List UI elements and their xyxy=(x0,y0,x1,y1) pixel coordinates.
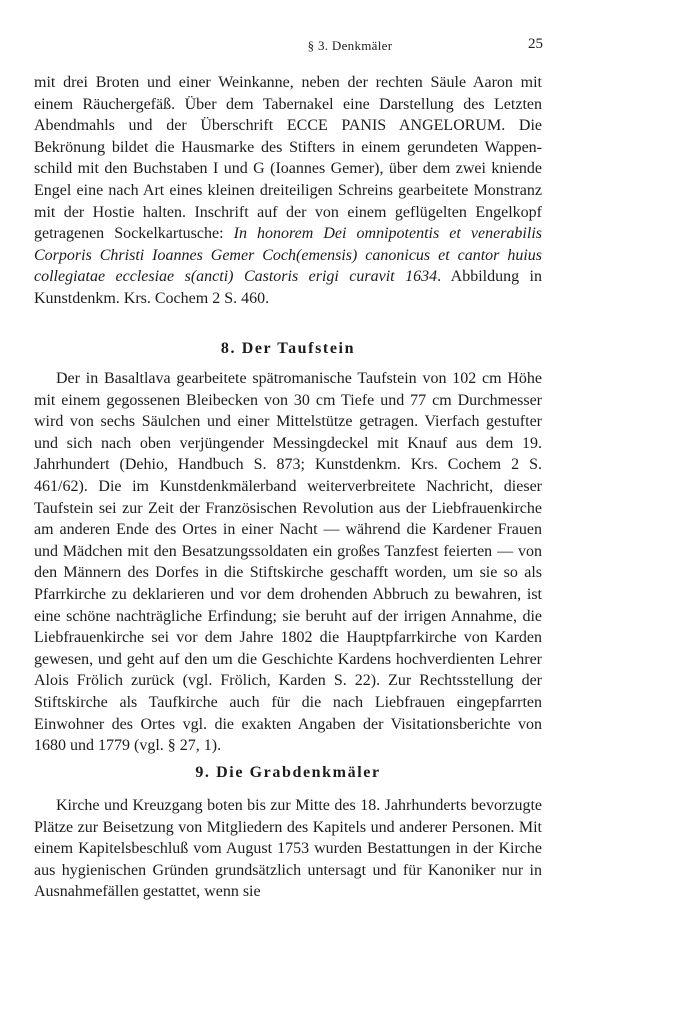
section-8 xyxy=(34,338,542,360)
paragraph-grabdenkmaeler: Kirche und Kreuzgang boten bis zur Mitte des 18. Jahrhunderts bevorzugte Plätze zur Beisetzung von Mitgliedern des Kapitels und anderer Personen. Mit einem Kapitelsbeschluß vom August 1753 wurden Bestattungen in der Kirche aus hygienischen Gründen grundsätzlich untersagt und für Kanoniker nur in Ausnahmefällen gestattet, wenn sie xyxy=(34,797,542,901)
page-header xyxy=(0,36,700,56)
section-9-body xyxy=(34,795,542,903)
paragraph-taufstein: Der in Basaltlava gearbeitete spätromanische Taufstein von 102 cm Höhe mit einem gegossenen Bleibecken von 30 cm Tiefe und 77 cm Durchmesser wird von sechs Säulchen und einer Mittelstütze getragen. Vierfach gestufter und sich nach oben verjüngender Messingdeckel mit Knauf aus dem 19. Jahrhundert (Dehio, Handbuch S. 873; Kunstdenkm. Krs. Cochem 2 S. 461/62). Die im Kunstdenkmälerband weiterverbreitete Nachricht, dieser Taufstein sei zur Zeit der Französischen Revolution aus der Liebfrauenkirche am anderen Ende des Ortes in einer Nacht — während die Kardener Frauen und Mädchen mit den Besatzungssoldaten ein großes Tanzfest feierten — von den Männern des Dorfes in die Stiftskirche geschafft worden, um sie so als Pfarrkirche zu deklarieren und vor dem drohenden Abbruch zu bewahren, ist eine schöne nachträgliche Erfindung; sie beruht auf der irrigen Annahme, die Liebfrauenkirche sei vor dem Jahre 1802 die Hauptpfarrkirche von Karden gewesen, und geht auf den um die Geschichte Kardens hochverdienten Lehrer Alois Frölich zurück (vgl. Frölich, Karden S. 22). Zur Rechtsstellung der Stiftskirche als Taufkirche auch für die nach Liebfrauen eingepfarrten Einwohner des Ortes vgl. die exakten Angaben der Visitationsberichte von 1680 und 1779 (vgl. § 27, 1). xyxy=(34,370,542,755)
section-9 xyxy=(34,762,542,784)
paragraph-altar-description xyxy=(34,72,542,310)
paragraph-text: mit drei Broten und einer Weinkanne, neben der rechten Säule Aaron mit einem Räuchergefäß. Über dem Tabernakel eine Darstellung des Letzten Abendmahls und der Überschrift ECCE PANIS ANGELORUM. Die Bekrönung bildet die Hausmarke des Stifters in einem gerundeten Wappenschild mit den Buchstaben I und G (Ioannes Gemer), über dem zwei kniende Engel eine nach Art eines kleinen dreiteiligen Schreins gearbeitete Monstranz mit der Hostie halten. Inschrift auf der von einem geflügelten Engelkopf getragenen Sockelkartusche: xyxy=(34,74,542,243)
section-heading-grabdenkmaeler: 9. Die Grabdenkmäler xyxy=(195,764,381,781)
inscription-text: In honorem Dei omnipotentis et venerabilis Corporis Christi Ioannes Gemer Coch(emensis) canonicus et cantor huius collegiatae ecclesiae s(ancti) Castoris erigi curavit 1634 xyxy=(34,225,542,286)
running-head: § 3. Denkmäler xyxy=(307,38,393,53)
page-number: 25 xyxy=(528,36,543,52)
paragraph-text-end: . Abbildung in Kunstdenkm. Krs. Cochem 2 S. 460. xyxy=(34,268,542,307)
section-heading-taufstein: 8. Der Taufstein xyxy=(220,340,356,357)
section-8-body xyxy=(34,368,542,757)
